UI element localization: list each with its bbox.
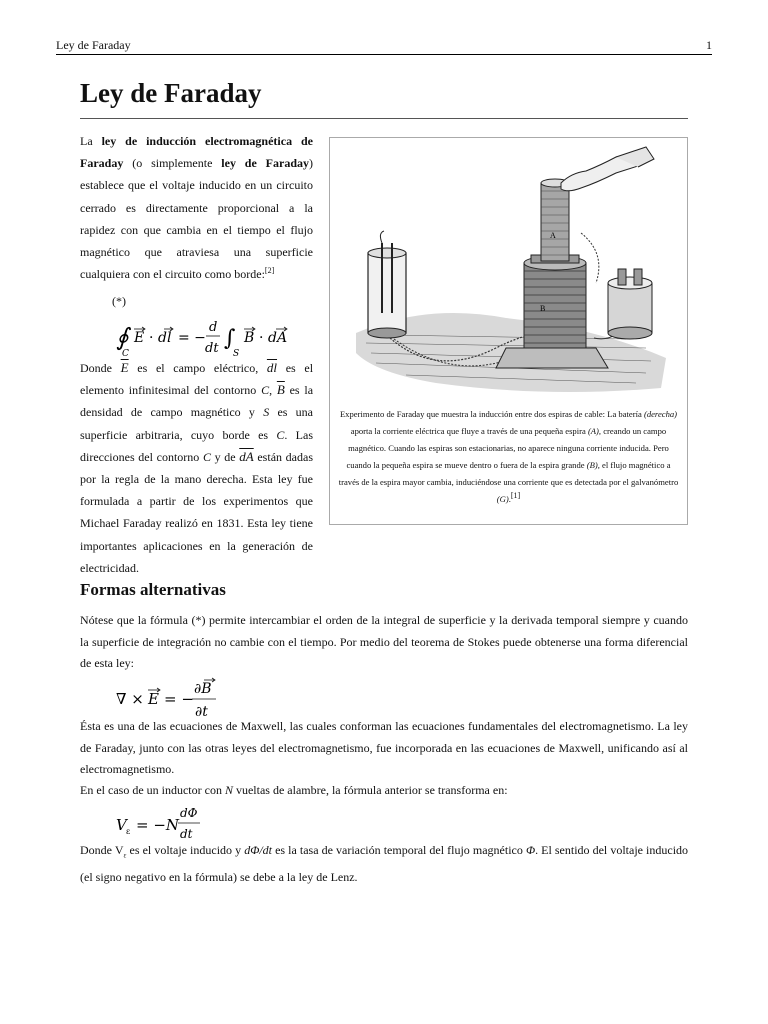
eq2-denominator: ∂t: [195, 704, 208, 720]
eq2-numerator: ∂B: [194, 681, 212, 697]
eq1-da: dA: [268, 330, 288, 346]
citation-link[interactable]: [2]: [264, 266, 275, 276]
section-paragraph-4: [80, 840, 688, 888]
text: ,: [269, 383, 273, 398]
section-paragraph-3: [80, 780, 688, 802]
math-dphi-dt: dΦ/dt: [244, 843, 273, 857]
math-c: C: [276, 427, 285, 442]
inline-e-vector: $\overline{E}$: [120, 360, 129, 375]
text: Donde: [80, 361, 112, 375]
section-paragraph-1: Nótese que la fórmula (*) permite intercambiar el orden de la integral de superficie y la derivada temporal siempre y cuando la superficie de integración no cambie con el tiempo. Por medio del teorema de Stokes puede obtenerse una forma diferencial de esta ley:: [80, 613, 688, 670]
text: están dadas por la regla de la mano derecha. Esta ley fue formulada a partir de los experimentos que Michael Faraday realizó en 1831. Esta ley tiene importantes aplicaciones en la generación de electricidad.: [80, 449, 313, 575]
text: . El sentido del voltaje inducido (el signo negativo en la fórmula) se debe a la ley de Lenz.: [80, 843, 689, 884]
eq1-b: B: [244, 330, 255, 346]
hand: [561, 147, 654, 191]
sub-c: C: [122, 349, 129, 358]
running-title: Ley de Faraday: [56, 38, 131, 52]
caption-italic: (B): [586, 460, 598, 470]
sub-s: S: [233, 349, 240, 358]
caption-text: , el flujo magnético a través de la espira mayor cambia, induciéndose una corriente que es detectada por el galvanómetro: [338, 460, 679, 487]
faraday-integral-equation: [116, 318, 316, 358]
caption-text: Experimento de Faraday que muestra la inducción entre dos espiras de cable: La batería: [339, 409, 642, 419]
faraday-experiment-illustration[interactable]: [346, 143, 671, 401]
title-rule: [80, 118, 688, 119]
text: vueltas de alambre, la fórmula anterior se transforma en:: [235, 783, 508, 797]
eq1-d: d: [209, 320, 218, 335]
caption-text: aporta la corriente eléctrica que fluye a través de una pequeña espira: [350, 426, 586, 436]
text: es el elemento infinitesimal del contorno: [80, 361, 314, 398]
figure-caption: [338, 406, 679, 508]
figure-faraday-experiment: [329, 137, 688, 525]
text: es la densidad de campo magnético y: [80, 383, 314, 420]
eq3-subscript: ε: [126, 827, 131, 836]
header-rule: [56, 54, 712, 55]
inline-dl-vector: $\overline{dl}$: [266, 360, 278, 375]
caption-citation-link[interactable]: [1]: [510, 491, 521, 501]
nabla-cross: ∇ ×: [116, 690, 144, 708]
caption-text: , creando un campo magnético. Cuando las espiras son estacionarias, no aparece ninguna corriente inducida. Pero cuando la pequeña espira se mueve dentro o fuera de la espira grande: [346, 426, 669, 470]
eq3-equals: = −N: [136, 816, 180, 834]
surface-integral-sign: ∫: [224, 326, 236, 351]
eq1-e: E: [134, 330, 145, 346]
section-paragraph-2: Ésta es una de las ecuaciones de Maxwell, las cuales conforman las ecuaciones fundamentales del electromagnetismo. La ley de Faraday, junto con las otras leyes del electromagnetismo, fue incorporada en las ecuaciones de Maxwell, unificando así al electromagnetismo.: [80, 719, 688, 776]
text: es el voltaje inducido y: [129, 843, 242, 857]
text: En el caso de un inductor con: [80, 783, 222, 797]
lead-bold-term: ley de Faraday: [221, 156, 310, 171]
inline-da-vector: $\overline{dA}$: [239, 448, 254, 464]
math-phi: Φ: [525, 843, 536, 857]
battery-jar: [368, 231, 406, 338]
eq3-v: V: [116, 816, 127, 834]
caption-italic: (derecha): [643, 409, 678, 419]
equation-label: (*): [112, 294, 126, 308]
page-title: Ley de Faraday: [80, 78, 262, 108]
caption-italic: (A): [587, 426, 599, 436]
eq1-dot: ·: [259, 330, 264, 346]
math-c: C: [261, 383, 270, 398]
definitions-paragraph: [80, 357, 313, 579]
lead-paragraph: [80, 130, 313, 285]
text: es una superficie arbitraria, cuyo borde es: [80, 405, 314, 442]
lead-bold-term: ley de inducción electromagnética de Faraday: [80, 134, 313, 171]
eq1-dot: ·: [149, 330, 154, 346]
lead-text: (o simplemente: [132, 156, 213, 171]
eq1-dt: dt: [205, 341, 219, 356]
subscript: ε: [123, 851, 127, 860]
eq3-numerator: dΦ: [180, 806, 198, 820]
caption-italic: (G): [496, 494, 509, 504]
section-heading: Formas alternativas: [80, 580, 226, 599]
text: Donde V: [80, 843, 124, 857]
text: . Las direcciones del contorno: [80, 427, 314, 464]
eq1-equals: = −: [178, 330, 206, 346]
inline-b-vector: $\overline{B}$: [276, 382, 285, 398]
page-number: 1: [706, 38, 712, 52]
text: es el campo eléctrico,: [137, 361, 259, 375]
galvanometer: [608, 269, 652, 339]
eq2-e: E: [148, 690, 159, 708]
large-coil-b: [524, 255, 586, 348]
small-coil-a: [541, 179, 569, 261]
eq2-equals: = −: [164, 690, 194, 708]
contour-integral-sign: ∮: [116, 323, 129, 351]
eq1-dl: dl: [158, 330, 172, 346]
coil-label-b: B: [540, 304, 546, 313]
text: es la tasa de variación temporal del flujo magnético: [275, 843, 523, 857]
lead-text: La: [80, 134, 93, 148]
coil-label-a: A: [550, 231, 556, 240]
text: y de: [214, 449, 236, 464]
lead-text: ) establece que el voltaje inducido en un circuito cerrado es directamente proporcional a la rapidez con que cambia en el tiempo el flujo magnético que atraviesa una superficie cualquiera con el circuito como borde:: [80, 156, 314, 282]
math-n: N: [224, 783, 233, 797]
eq3-denominator: dt: [180, 827, 193, 841]
math-s: S: [263, 405, 270, 420]
caption-text: .: [508, 494, 511, 504]
math-c: C: [202, 449, 211, 464]
